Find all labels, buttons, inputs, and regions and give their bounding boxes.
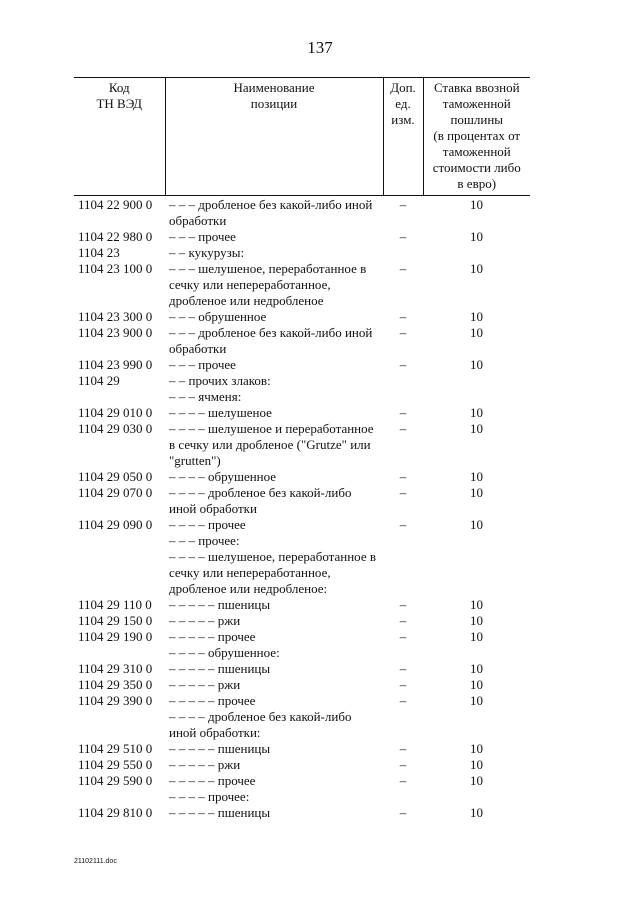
table-row (74, 789, 530, 805)
unit-cell: – (399, 629, 407, 644)
unit-cell: – (399, 357, 407, 372)
rate-cell: 10 (470, 261, 483, 276)
rate-cell (423, 645, 530, 661)
header-line: (в процентах от (433, 128, 521, 143)
header-line: изм. (391, 112, 415, 127)
name-cell: – – – – дробленое без какой-либо иной обработки (169, 485, 352, 516)
rate-cell: 10 (470, 469, 483, 484)
table-row (74, 196, 530, 230)
name-cell: – – – – обрушенное: (169, 645, 280, 660)
code-cell (74, 709, 165, 741)
rate-cell: 10 (470, 805, 483, 820)
code-cell (74, 389, 165, 405)
rate-cell: 10 (470, 661, 483, 676)
table-row (74, 229, 530, 245)
name-cell: – – – прочее (169, 229, 236, 244)
code-cell: 1104 29 090 0 (78, 517, 153, 532)
table-row (74, 661, 530, 677)
name-cell: – – – – – прочее (169, 629, 256, 644)
code-cell (74, 549, 165, 597)
code-cell: 1104 29 390 0 (78, 693, 153, 708)
rate-cell: 10 (470, 677, 483, 692)
code-cell: 1104 29 810 0 (78, 805, 153, 820)
name-cell: – – – – – прочее (169, 773, 256, 788)
header-line: пошлины (450, 112, 504, 127)
table-row (74, 709, 530, 741)
table-row (74, 693, 530, 709)
unit-cell: – (399, 597, 407, 612)
table-row (74, 517, 530, 533)
name-cell: – – – – обрушенное (169, 469, 277, 484)
rate-cell (423, 245, 530, 261)
table-row (74, 469, 530, 485)
header-line: Код (108, 80, 130, 95)
rate-cell: 10 (470, 421, 483, 436)
unit-cell: – (399, 805, 407, 820)
name-cell: – – – прочее (169, 357, 236, 372)
table-header-row (74, 78, 530, 196)
unit-cell (383, 389, 423, 405)
code-cell: 1104 29 030 0 (78, 421, 153, 436)
code-cell: 1104 29 010 0 (78, 405, 153, 420)
header-line: Наименование (233, 80, 315, 95)
rate-cell: 10 (470, 597, 483, 612)
table-row (74, 741, 530, 757)
unit-cell: – (399, 757, 407, 772)
code-cell: 1104 23 (78, 245, 120, 260)
header-line: таможенной (442, 144, 511, 159)
name-cell: – – – – – ржи (169, 613, 241, 628)
unit-cell: – (399, 261, 407, 276)
name-cell: – – прочих злаков: (169, 373, 271, 388)
table-body (74, 196, 530, 822)
rate-cell (423, 373, 530, 389)
unit-cell: – (399, 741, 407, 756)
name-cell: – – – дробленое без какой-либо иной обработки (169, 197, 373, 228)
name-cell: – – – – – ржи (169, 677, 241, 692)
unit-cell (383, 373, 423, 389)
table-row (74, 405, 530, 421)
table-row (74, 613, 530, 629)
header-line: таможенной (442, 96, 511, 111)
rate-cell: 10 (470, 629, 483, 644)
unit-cell (383, 709, 423, 741)
code-cell: 1104 29 590 0 (78, 773, 153, 788)
name-cell: – – – – – пшеницы (169, 597, 271, 612)
table-row (74, 261, 530, 309)
unit-cell: – (399, 693, 407, 708)
header-name (165, 78, 383, 196)
rate-cell: 10 (470, 693, 483, 708)
code-cell: 1104 29 350 0 (78, 677, 153, 692)
table-row (74, 645, 530, 661)
table-row (74, 373, 530, 389)
rate-cell: 10 (470, 325, 483, 340)
table-row (74, 325, 530, 357)
code-cell: 1104 23 300 0 (78, 309, 153, 324)
code-cell: 1104 23 990 0 (78, 357, 153, 372)
table-row (74, 533, 530, 549)
table-row (74, 389, 530, 405)
header-line: Доп. (390, 80, 416, 95)
code-cell: 1104 23 900 0 (78, 325, 153, 340)
unit-cell: – (399, 421, 407, 436)
header-line: в евро) (457, 176, 497, 191)
unit-cell (383, 549, 423, 597)
unit-cell: – (399, 405, 407, 420)
unit-cell: – (399, 325, 407, 340)
name-cell: – – – – – прочее (169, 693, 256, 708)
rate-cell (423, 389, 530, 405)
document-filename: 21102111.doc (74, 858, 117, 865)
table-row (74, 597, 530, 613)
unit-cell: – (399, 661, 407, 676)
rate-cell: 10 (470, 405, 483, 420)
unit-cell (383, 245, 423, 261)
code-cell: 1104 22 900 0 (78, 197, 153, 212)
rate-cell (423, 709, 530, 741)
table-row (74, 245, 530, 261)
rate-cell: 10 (470, 229, 483, 244)
code-cell: 1104 29 150 0 (78, 613, 153, 628)
code-cell: 1104 29 510 0 (78, 741, 153, 756)
name-cell: – – – прочее: (169, 533, 240, 548)
rate-cell: 10 (470, 757, 483, 772)
unit-cell: – (399, 469, 407, 484)
code-cell: 1104 22 980 0 (78, 229, 153, 244)
header-unit (383, 78, 423, 196)
table-row (74, 773, 530, 789)
code-cell: 1104 29 110 0 (78, 597, 152, 612)
rate-cell: 10 (470, 485, 483, 500)
table-row (74, 309, 530, 325)
code-cell (74, 789, 165, 805)
header-line: ТН ВЭД (96, 96, 143, 111)
rate-cell (423, 533, 530, 549)
name-cell: – – – дробленое без какой-либо иной обработки (169, 325, 373, 356)
name-cell: – – – ячменя: (169, 389, 242, 404)
name-cell: – – – – прочее: (169, 789, 250, 804)
rate-cell: 10 (470, 309, 483, 324)
header-line: Ставка ввозной (433, 80, 520, 95)
rate-cell: 10 (470, 613, 483, 628)
unit-cell: – (399, 613, 407, 628)
name-cell: – – – – – пшеницы (169, 741, 271, 756)
name-cell: – – – – шелушеное (169, 405, 272, 420)
table-row (74, 757, 530, 773)
unit-cell: – (399, 309, 407, 324)
code-cell (74, 645, 165, 661)
code-cell: 1104 29 050 0 (78, 469, 153, 484)
table-row (74, 421, 530, 469)
code-cell: 1104 29 (78, 373, 120, 388)
name-cell: – – – – – пшеницы (169, 661, 271, 676)
rate-cell: 10 (470, 773, 483, 788)
rate-cell (423, 789, 530, 805)
header-line: ед. (395, 96, 411, 111)
tariff-table (74, 77, 530, 821)
unit-cell: – (399, 485, 407, 500)
unit-cell: – (399, 229, 407, 244)
rate-cell: 10 (470, 741, 483, 756)
name-cell: – – – обрушенное (169, 309, 267, 324)
unit-cell: – (399, 677, 407, 692)
code-cell: 1104 29 070 0 (78, 485, 153, 500)
name-cell: – – – – – пшеницы (169, 805, 271, 820)
unit-cell: – (399, 197, 407, 212)
header-rate (423, 78, 530, 196)
rate-cell: 10 (470, 357, 483, 372)
header-line: позиции (250, 96, 298, 111)
header-code (74, 78, 165, 196)
name-cell: – – – – шелушеное и переработанное в сечку или дробленое ("Grutze" или "grutten") (169, 421, 374, 468)
rate-cell: 10 (470, 197, 483, 212)
table-row (74, 485, 530, 517)
rate-cell: 10 (470, 517, 483, 532)
name-cell: – – – – шелушеное, переработанное в сечку или непереработанное, дробленое или недробленое: (169, 549, 376, 596)
table-row (74, 629, 530, 645)
table-row (74, 357, 530, 373)
name-cell: – – кукурузы: (169, 245, 245, 260)
name-cell: – – – – прочее (169, 517, 246, 532)
name-cell: – – – шелушеное, переработанное в сечку или непереработанное, дробленое или недробленое (169, 261, 367, 308)
code-cell: 1104 23 100 0 (78, 261, 153, 276)
name-cell: – – – – – ржи (169, 757, 241, 772)
unit-cell: – (399, 517, 407, 532)
code-cell: 1104 29 190 0 (78, 629, 153, 644)
unit-cell (383, 645, 423, 661)
rate-cell (423, 549, 530, 597)
table-row (74, 805, 530, 821)
code-cell: 1104 29 310 0 (78, 661, 153, 676)
code-cell: 1104 29 550 0 (78, 757, 153, 772)
name-cell: – – – – дробленое без какой-либо иной обработки: (169, 709, 352, 740)
table-row (74, 549, 530, 597)
unit-cell (383, 533, 423, 549)
code-cell (74, 533, 165, 549)
page-number: 137 (307, 38, 333, 57)
unit-cell: – (399, 773, 407, 788)
table-row (74, 677, 530, 693)
header-line: стоимости либо (432, 160, 521, 175)
unit-cell (383, 789, 423, 805)
